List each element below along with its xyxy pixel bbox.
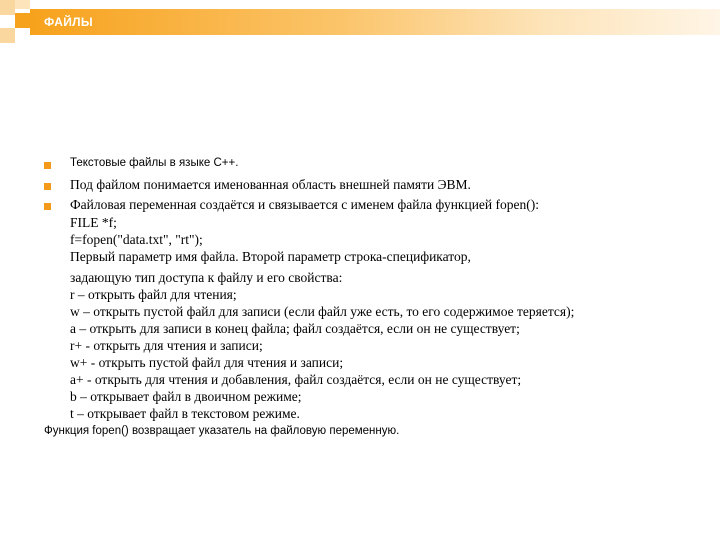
code-line: f=fopen("data.txt", "rt");: [70, 232, 203, 247]
bullet-marker: [44, 183, 51, 190]
header-decor-square: [15, 0, 30, 9]
slide-title: ФАЙЛЫ: [44, 15, 93, 29]
mode-line: w – открыть пустой файл для записи (если файл уже есть, то его содержимое теряется);: [70, 304, 575, 319]
mode-line: t – открывает файл в текстовом режиме.: [70, 406, 300, 421]
mode-line: r – открыть файл для чтения;: [70, 287, 237, 302]
bullet-text-2: Под файлом понимается именованная область внешней памяти ЭВМ.: [70, 177, 471, 192]
header-decor-square: [15, 13, 30, 28]
header-band: [30, 9, 720, 35]
text-line: Первый параметр имя файла. Второй параметр строка-спецификатор,: [70, 249, 471, 264]
bullet-text-3: Файловая переменная создаётся и связывается с именем файла функцией fopen():: [70, 197, 539, 212]
mode-line: b – открывает файл в двоичном режиме;: [70, 389, 302, 404]
bullet-text-1: Текстовые файлы в языке С++.: [70, 157, 239, 169]
header-decor-square: [0, 28, 15, 43]
header-decor-square: [0, 0, 15, 15]
text-line: задающую тип доступа к файлу и его свойства:: [70, 270, 343, 285]
bullet-marker: [44, 203, 51, 210]
mode-line: w+ - открыть пустой файл для чтения и записи;: [70, 355, 344, 370]
mode-line: a – открыть для записи в конец файла; файл создаётся, если он не существует;: [70, 321, 520, 336]
bullet-marker: [44, 162, 51, 169]
footer-text: Функция fopen() возвращает указатель на файловую переменную.: [44, 425, 400, 437]
mode-line: r+ - открыть для чтения и записи;: [70, 338, 263, 353]
mode-line: a+ - открыть для чтения и добавления, файл создаётся, если он не существует;: [70, 372, 522, 387]
code-line: FILE *f;: [70, 215, 117, 230]
